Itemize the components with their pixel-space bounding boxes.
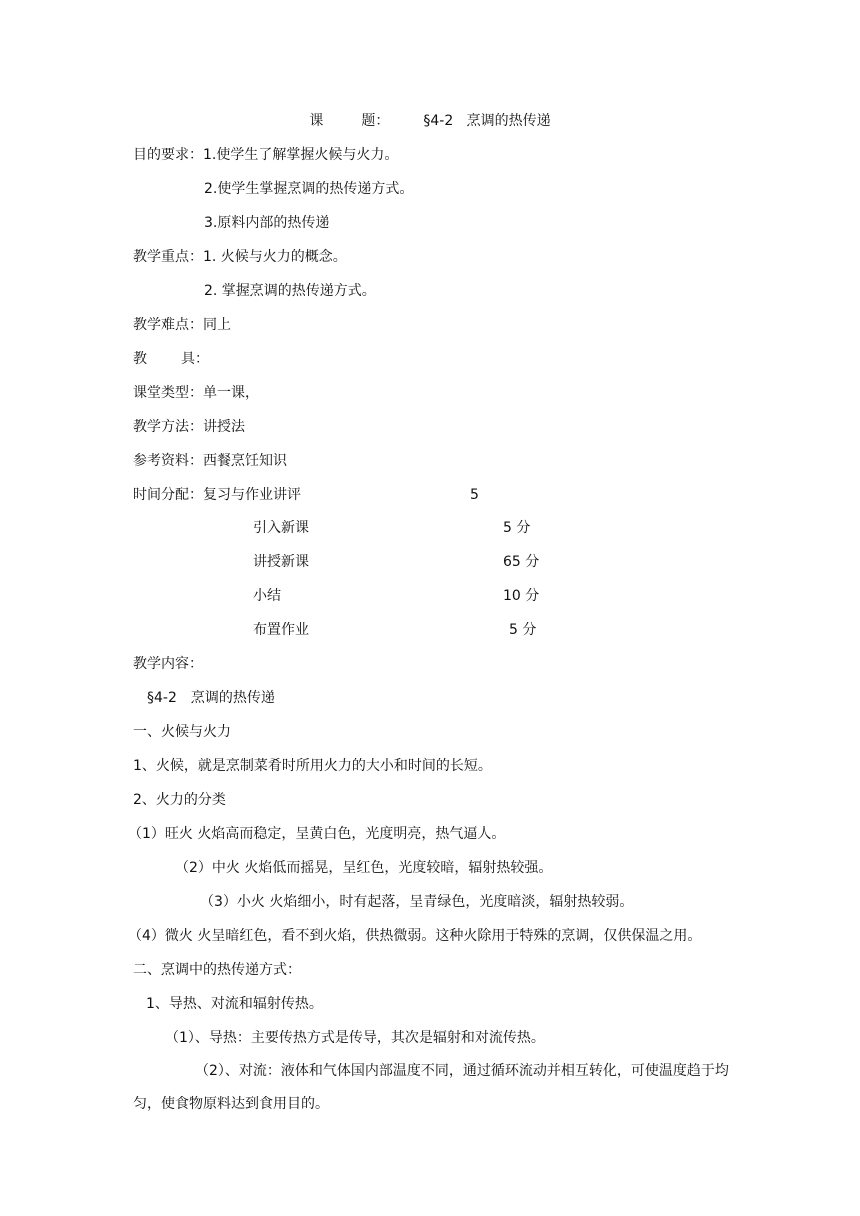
class-type-row bbox=[133, 383, 259, 403]
objective-item: 2.使学生掌握烹调的热传递方式。 bbox=[204, 181, 414, 197]
title-ke: 课 bbox=[309, 113, 324, 129]
tools-row bbox=[133, 349, 209, 369]
time-item: 小结 bbox=[253, 588, 281, 604]
paragraph: 1、火候，就是烹制菜肴时所用火力的大小和时间的长短。 bbox=[133, 758, 492, 774]
difficulty-label: 教学难点： bbox=[133, 317, 203, 333]
fire-item: （3）小火 火焰细小，时有起落，呈青绿色，光度暗淡，辐射热较弱。 bbox=[200, 894, 634, 910]
key-points-label: 教学重点： bbox=[133, 249, 203, 265]
paragraph: （2）、对流：液体和气体国内部温度不同，通过循环流动并相互转化，可使温度趋于均匀，使食物原料达到食用目的。 bbox=[133, 1063, 729, 1112]
reference-row bbox=[133, 451, 287, 471]
key-points-row-1 bbox=[133, 247, 347, 267]
objective-item: 1.使学生了解掌握火候与火力。 bbox=[203, 147, 399, 163]
objective-item: 3.原料内部的热传递 bbox=[204, 215, 330, 231]
method-row bbox=[133, 417, 245, 437]
time-item: 布置作业 bbox=[253, 622, 309, 638]
key-point-item: 2. 掌握烹调的热传递方式。 bbox=[204, 283, 376, 299]
heading-heat-transfer: 二、烹调中的热传递方式： bbox=[133, 962, 301, 978]
title-code: §4-2 bbox=[423, 113, 454, 129]
time-value: 5 分 bbox=[509, 622, 537, 638]
time-row-1 bbox=[133, 485, 301, 505]
paragraph: 2、火力的分类 bbox=[133, 792, 226, 808]
tools-label-a: 教 bbox=[133, 351, 147, 367]
paragraph: （1）、导热：主要传热方式是传导，其次是辐射和对流传热。 bbox=[165, 1030, 545, 1046]
paragraph: 1、导热、对流和辐射传热。 bbox=[146, 996, 323, 1012]
time-value: 5 bbox=[470, 487, 479, 503]
title-name: 烹调的热传递 bbox=[466, 113, 551, 129]
tools-label-b: 具： bbox=[181, 351, 209, 367]
title-ti: 题： bbox=[361, 113, 390, 129]
time-item: 引入新课 bbox=[253, 520, 309, 536]
fire-item: （4）微火 火呈暗红色，看不到火焰，供热微弱。这种火除用于特殊的烹调，仅供保温之用。 bbox=[128, 928, 702, 944]
time-item: 讲授新课 bbox=[253, 554, 309, 570]
time-value: 10 分 bbox=[503, 588, 540, 604]
difficulty-row bbox=[133, 315, 231, 335]
heading-fire: 一、火候与火力 bbox=[133, 724, 231, 740]
key-point-item: 1. 火候与火力的概念。 bbox=[203, 249, 347, 265]
class-type-value: 单一课， bbox=[203, 385, 259, 401]
content-label: 教学内容： bbox=[133, 656, 203, 672]
fire-item: （2）中火 火焰低而摇晃，呈红色，光度较暗，辐射热较强。 bbox=[175, 860, 553, 876]
difficulty-value: 同上 bbox=[203, 317, 231, 333]
reference-label: 参考资料： bbox=[133, 453, 203, 469]
time-value: 5 分 bbox=[503, 520, 531, 536]
fire-item: （1）旺火 火焰高而稳定，呈黄白色，光度明亮，热气逼人。 bbox=[128, 826, 506, 842]
time-value: 65 分 bbox=[503, 554, 540, 570]
objectives-label: 目的要求： bbox=[133, 147, 203, 163]
reference-value: 西餐烹饪知识 bbox=[203, 453, 287, 469]
page-title bbox=[0, 111, 860, 131]
time-item: 复习与作业讲评 bbox=[203, 487, 301, 503]
class-type-label: 课堂类型： bbox=[133, 385, 203, 401]
objectives-row-1 bbox=[133, 145, 398, 165]
time-label: 时间分配： bbox=[133, 487, 203, 503]
section-heading: §4-2 烹调的热传递 bbox=[147, 690, 275, 706]
method-label: 教学方法： bbox=[133, 419, 203, 435]
method-value: 讲授法 bbox=[203, 419, 245, 435]
